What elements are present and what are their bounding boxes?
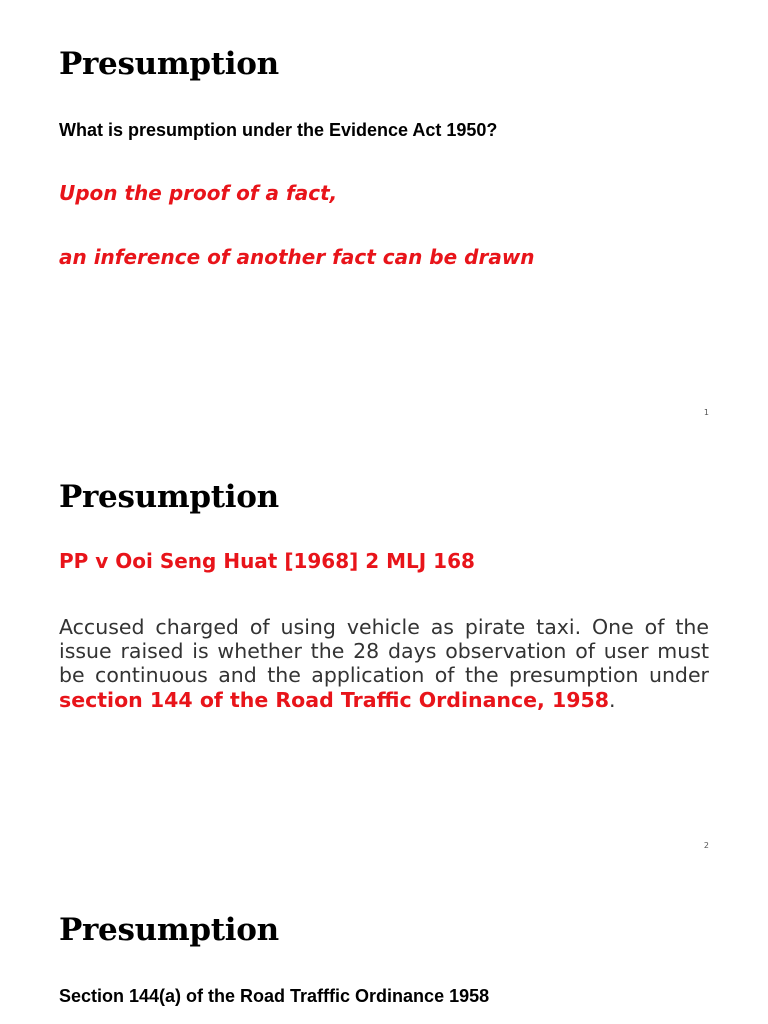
slide-2 bbox=[0, 433, 768, 866]
case-summary-text: Accused charged of using vehicle as pirate taxi. One of the issue raised is whether the 28 days observation of user must be continuous and the application of the presumption under bbox=[59, 615, 709, 688]
slide-title: Presumption bbox=[59, 912, 279, 948]
slide-question: What is presumption under the Evidence Act 1950? bbox=[59, 120, 498, 140]
slide-3 bbox=[0, 866, 768, 1024]
slide-title: Presumption bbox=[59, 479, 279, 515]
page-number: 2 bbox=[703, 841, 709, 850]
page-number: 1 bbox=[703, 408, 709, 417]
slide-1 bbox=[0, 0, 768, 433]
case-citation: PP v Ooi Seng Huat [1968] 2 MLJ 168 bbox=[59, 549, 475, 573]
case-summary-end: . bbox=[609, 687, 616, 712]
case-summary bbox=[59, 615, 709, 712]
section-heading: Section 144(a) of the Road Trafffic Ordinance 1958 bbox=[59, 986, 490, 1006]
definition-line-1: Upon the proof of a fact, bbox=[59, 181, 338, 205]
statute-reference: section 144 of the Road Traffic Ordinance, 1958 bbox=[59, 687, 610, 712]
slide-title: Presumption bbox=[59, 46, 279, 82]
definition-line-2: an inference of another fact can be drawn bbox=[59, 245, 535, 269]
